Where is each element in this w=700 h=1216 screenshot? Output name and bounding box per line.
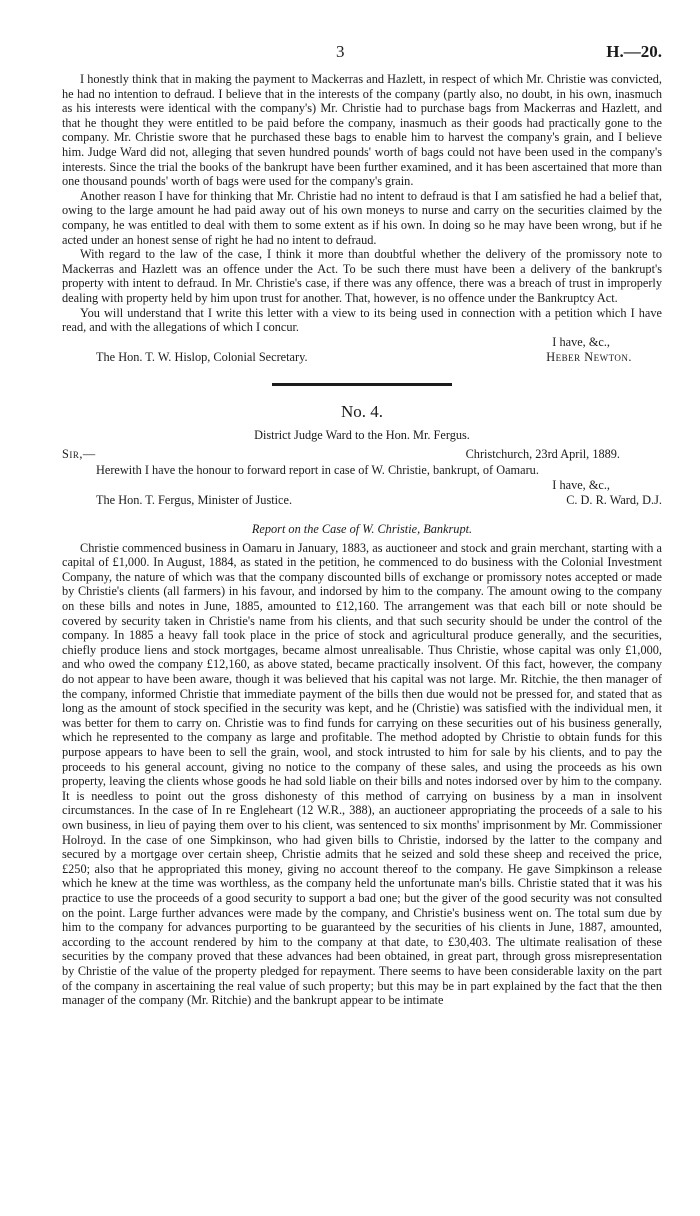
report-title: Report on the Case of W. Christie, Bankrupt. [251,521,473,536]
letter-ward [62,402,662,508]
letter-paragraph: Another reason I have for thinking that Mr. Christie had no intent to defraud is that I am satisfied he had a belief that, owing to the large amount he had paid away out of his own moneys to nurse and carry on the securities claimed by the company, he was entitled to deal with them to some extent as if his own. In doing so he may have been wrong, but if he acted under an honest sense of right he had no intent to defraud. [62,188,662,247]
letter-paragraph: I honestly think that in making the payment to Mackerras and Hazlett, in respect of which Mr. Christie was convicted, he had no intention to defraud. I believe that in the interests of the company (partly also, no doubt, in his own, inasmuch as his interests were identical with the company's) Mr. Christie had to purchase bags from Mackerras and Hazlett, and that he thought they were entitled to be paid before the company, inasmuch as their goods had practically gone to the company. Mr. Christie swore that he purchased these bags to enable him to harvest the company's grain, and I believe him. Judge Ward did not, alleging that seven hundred pounds' worth of bags could not have been used in the company's interests. Since the trial the books of the bankrupt have been further examined, and it has been ascertained that more than one thousand pounds' worth of bags were used for the company's grain. [62,72,662,189]
letter-closing: I have, &c., [552,477,610,492]
letter-signature: Heber Newton. [546,349,632,364]
report-section [62,522,662,1008]
letter-signoff [62,350,662,365]
letter-signature: C. D. R. Ward, D.J. [566,492,662,507]
document-page [62,42,662,1008]
letter-body: Herewith I have the honour to forward report in case of W. Christie, bankrupt, of Oamaru. [96,462,539,477]
letter-paragraph: You will understand that I write this letter with a view to its being used in connection with a petition which I have read, and with the allegations of which I concur. [62,305,662,335]
letter-heading: District Judge Ward to the Hon. Mr. Fergus. [254,427,470,442]
letter-recipient: The Hon. T. W. Hislop, Colonial Secretary. [96,349,308,364]
salutation: Sir,— [62,446,96,461]
report-paragraph: Christie commenced business in Oamaru in January, 1883, as auctioneer and stock and grain merchant, starting with a capital of £1,000. In August, 1884, as stated in the petition, he commenced to do business with the Colonial Investment Company, the nature of which was that the company discounted bills of exchange or promissory notes accepted or made by Christie's clients (all farmers) in his favour, and indorsed by him to the company. The amount owing to the company on these bills and notes in June, 1885, amounted to £12,160. The arrangement was that each bill or note should be covered by security taken in Christie's name from his clients, and that such security should be under the control of the company. In 1885 a heavy fall took place in the price of stock and agricultural produce generally, and the securities, chiefly produce liens and stock mortgages, became almost unrealisable. Thus Christie, whose capital was only £1,000, and who owed the company £12,160, as above stated, became practically insolvent. Of this fact, however, the company do not appear to have been aware, though it was believed that his capital was not large. Mr. Ritchie, the then manager of the company, informed Christie that immediate payment of the bills then due would not be pressed for, and stated that as long as the amount of stock specified in the security was kept, and he (Christie) was satisfied with the individual men, it was better for them to carry on. Christie was to find funds for carrying on these securities out of his business generally, which he represented to the company as large and profitable. The method adopted by Christie to obtain funds for this purpose appears to have been to sell the grain, wool, and stock intrusted to him for sale by his clients, and to pay the proceeds to his general account, giving no notice to the company of these sales, and using the proceeds as his own property, leaving the clients whose goods he had sold liable on their bills and notes indorsed over by him to the company. It is needless to point out the gross dishonesty of this method of carrying on business by a man in insolvent circumstances. In the case of In re Engleheart (12 W.R., 388), an auctioneer appropriating the proceeds of a sale to his own business, in lieu of paying them over to his client, was sentenced to six months' imprisonment by Mr. Commissioner Holroyd. In the case of one Simpkinson, who had given bills to Christie, indorsed by the latter to the company and secured by a mortgage over certain sheep, Christie admits that he seized and sold these sheep and received the price, £250; also that he appropriated this money, giving no account thereof to the company. He gave Simpkinson a release which he knew at the time was worthless, as the company held the unfortunate man's bills. Christie stated that it was his practice to use the proceeds of a good security to support a bad one; but the giver of the good security was not consulted on the point. Large further advances were made by the company, and Christie's business went on. The total sum due by him to the company for advances purporting to be guaranteed by the securities of his clients in June, 1887, amounted, according to the account rendered by him to the company at that date, to £30,403. The ultimate realisation of these securities by the company proved that these advances had been obtained, in great part, through gross misrepresentation by Christie of the value of the property pledged for repayment. There seems to have been considerable laxity on the part of the company in ascertaining the real value of such property; but this may be in part explained by the fact that the then manager of the company (Mr. Ritchie) and the bankrupt appear to be intimate [62,540,662,1008]
section-divider [272,383,452,386]
place-date: Christchurch, 23rd April, 1889. [465,446,620,461]
letter-closing: I have, &c., [552,334,610,349]
page-header [62,42,662,72]
page-number: 3 [336,42,345,61]
letter-paragraph: With regard to the law of the case, I think it more than doubtful whether the delivery of the promissory note to Mackerras and Hazlett was an offence under the Act. To be such there must have been a delivery of the bankrupt's property with intent to defraud. In Mr. Christie's case, if there was any offence, there was a breach of trust in improperly dealing with property held by him upon trust for another. That, however, is no offence under the Bankruptcy Act. [62,247,662,305]
section-number: No. 4. [340,401,384,421]
letter-recipient: The Hon. T. Fergus, Minister of Justice. [96,492,293,507]
document-reference: H.—20. [606,42,662,61]
letter-newton [62,72,662,365]
letter-signoff [62,493,662,508]
salutation-row [62,447,662,463]
